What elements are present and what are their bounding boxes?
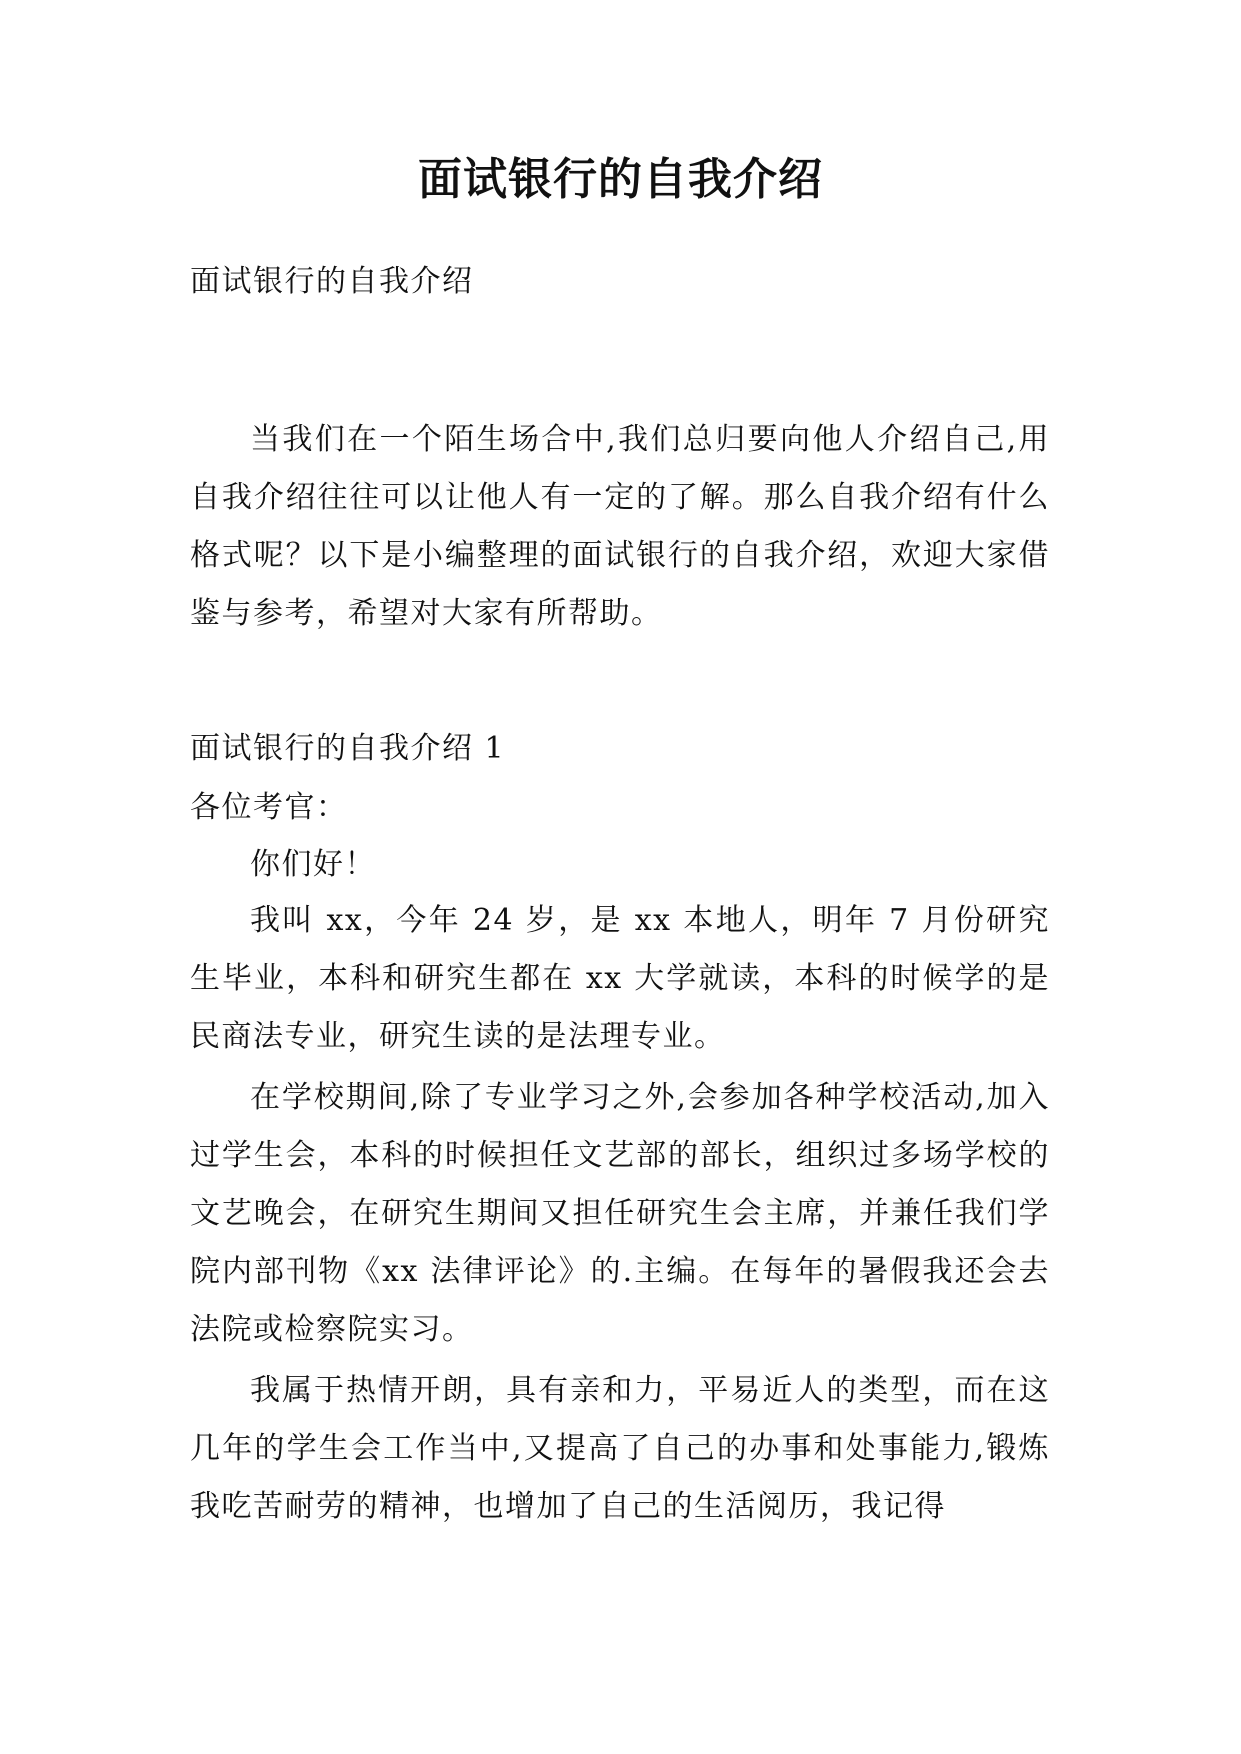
salutation: 各位考官：	[190, 790, 348, 825]
body-paragraph-1: 我叫 xx，今年 24 岁，是 xx 本地人，明年 7 月份研究生毕业，本科和研究生都在 xx 大学就读，本科的时候学的是民商法专业，研究生读的是法理专业。	[190, 903, 1050, 1054]
document-title: 面试银行的自我介绍	[418, 154, 823, 205]
document-subtitle: 面试银行的自我介绍	[190, 264, 474, 299]
section-heading: 面试银行的自我介绍 1	[190, 731, 506, 766]
greeting: 你们好！	[250, 847, 376, 882]
body-paragraph-3: 我属于热情开朗，具有亲和力，平易近人的类型，而在这几年的学生会工作当中,又提高了自己的办事和处事能力,锻炼我吃苦耐劳的精神，也增加了自己的生活阅历，我记得	[190, 1373, 1050, 1524]
body-paragraph-2: 在学校期间,除了专业学习之外,会参加各种学校活动,加入过学生会，本科的时候担任文艺部的部长，组织过多场学校的文艺晚会，在研究生期间又担任研究生会主席，并兼任我们学院内部刊物《xx 法律评论》的.主编。在每年的暑假我还会去法院或检察院实习。	[190, 1080, 1050, 1347]
intro-paragraph: 当我们在一个陌生场合中,我们总归要向他人介绍自己,用自我介绍往往可以让他人有一定的了解。那么自我介绍有什么格式呢？以下是小编整理的面试银行的自我介绍，欢迎大家借鉴与参考，希望对大家有所帮助。	[190, 422, 1050, 631]
